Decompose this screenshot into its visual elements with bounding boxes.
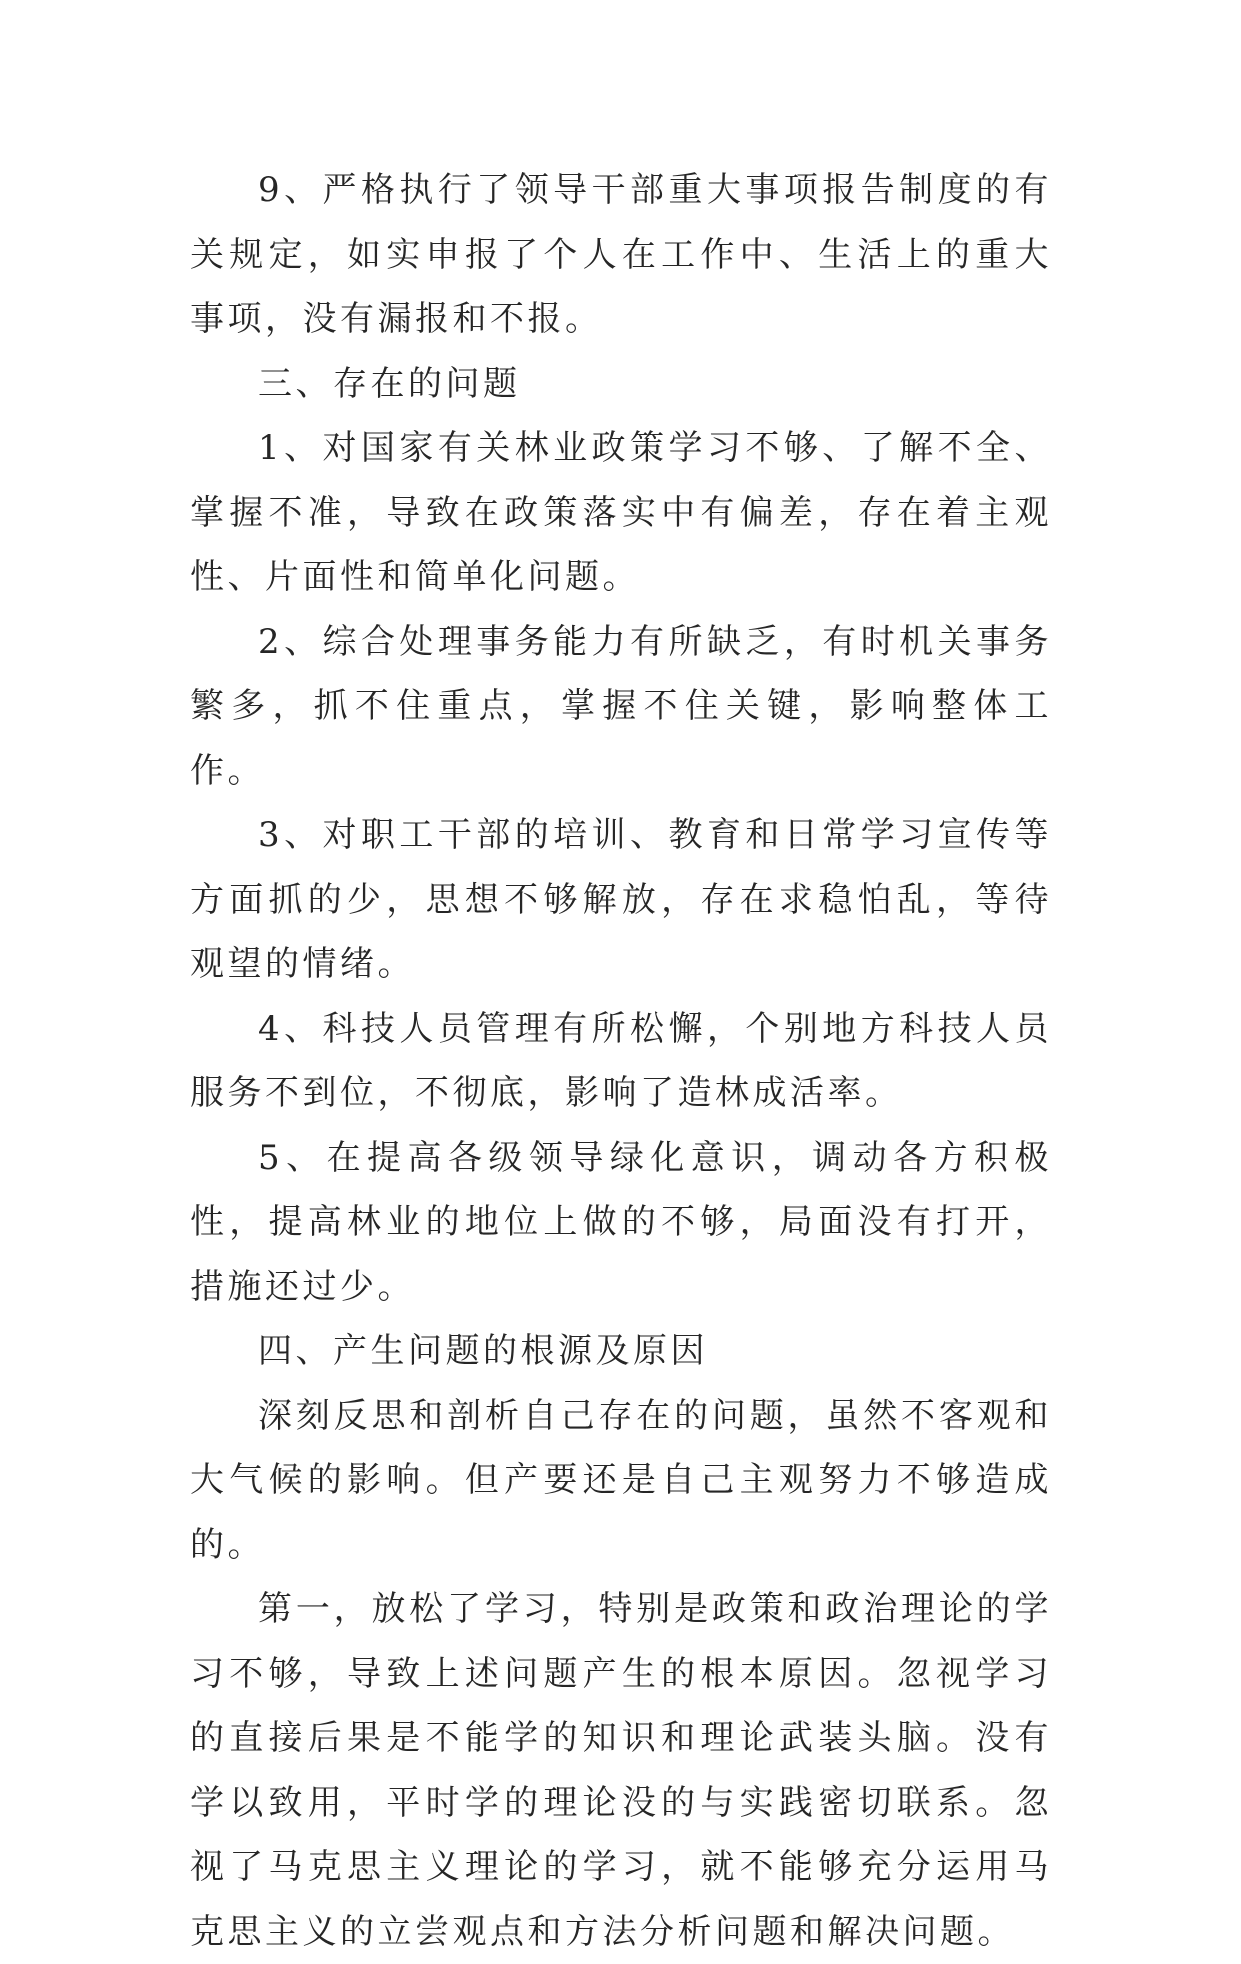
problem-item-2: 2、综合处理事务能力有所缺乏，有时机关事务繁多，抓不住重点，掌握不住关键，影响整体工作。	[190, 621, 1052, 791]
paragraph-item-9-report: 9、严格执行了领导干部重大事项报告制度的有关规定，如实申报了个人在工作中、生活上的重大事项，没有漏报和不报。	[190, 170, 1052, 339]
document-body	[190, 158, 1052, 1964]
section-heading-causes: 四、产生问题的根源及原因	[258, 1331, 708, 1371]
cause-first-paragraph: 第一，放松了学习，特别是政策和政治理论的学习不够，导致上述问题产生的根本原因。忽视学习的直接后果是不能学的知识和理论武装头脑。没有学以致用，平时学的理论没的与实践密切联系。忽视了马克思主义理论的学习，就不能够充分运用马克思主义的立尝观点和方法分析问题和解决问题。	[190, 1589, 1052, 1952]
causes-intro-paragraph: 深刻反思和剖析自己存在的问题，虽然不客观和大气候的影响。但产要还是自己主观努力不够造成的。	[190, 1395, 1052, 1565]
problem-item-1: 1、对国家有关林业政策学习不够、了解不全、掌握不准，导致在政策落实中有偏差，存在着主观性、片面性和简单化问题。	[190, 428, 1052, 597]
section-heading-problems: 三、存在的问题	[258, 363, 521, 404]
problem-item-4: 4、科技人员管理有所松懈，个别地方科技人员服务不到位，不彻底，影响了造林成活率。	[190, 1008, 1052, 1113]
problem-item-5: 5、在提高各级领导绿化意识，调动各方积极性，提高林业的地位上做的不够，局面没有打开，措施还过少。	[190, 1137, 1052, 1307]
problem-item-3: 3、对职工干部的培训、教育和日常学习宣传等方面抓的少，思想不够解放，存在求稳怕乱，等待观望的情绪。	[190, 815, 1052, 984]
